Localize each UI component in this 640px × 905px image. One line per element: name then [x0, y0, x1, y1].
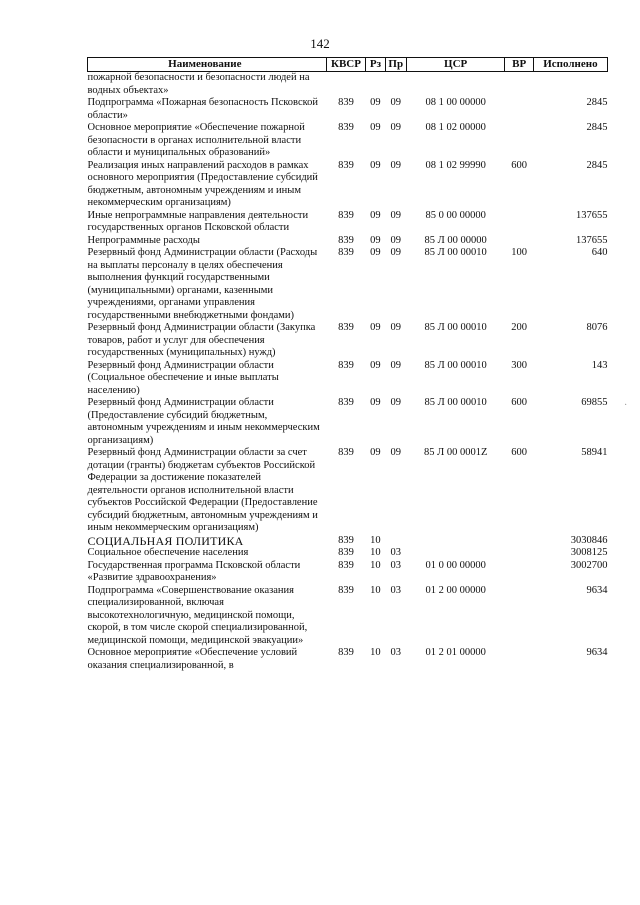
- cell-rz: 10: [370, 547, 381, 558]
- table-row: [88, 210, 608, 235]
- cell-rz: 10: [370, 647, 381, 658]
- cell-sum: [533, 72, 607, 98]
- cell-kvsr: 839: [338, 359, 354, 371]
- budget-table: [87, 57, 608, 672]
- table-body: [88, 72, 608, 673]
- cell-pr: [385, 72, 406, 98]
- table-row: [88, 397, 608, 447]
- cell-csr: 85 Л 00 00010: [424, 397, 487, 408]
- cell-rz: 09: [370, 322, 381, 333]
- cell-vr: 600: [511, 397, 528, 408]
- cell-vr: 600: [511, 447, 528, 458]
- cell-sum: 3008125: [570, 547, 608, 558]
- cell-kvsr: 839: [338, 447, 354, 458]
- cell-csr: 01 0 00 00000: [425, 559, 486, 571]
- cell-vr: 300: [511, 359, 528, 371]
- cell-sum: 3002700: [570, 559, 608, 571]
- cell-csr: [406, 72, 505, 98]
- cell-csr: 08 1 02 00000: [425, 122, 486, 133]
- cell-name: Резервный фонд Администрации области (Закупка товаров, работ и услуг для обеспечения государственных (муниципальных) нужд): [87, 322, 316, 358]
- table-row: [88, 360, 608, 398]
- cell-pr: 09: [390, 159, 401, 171]
- cell-name: Реализация иных направлений расходов в рамках основного мероприятия (Предоставление субсидий бюджетным, автономным учреждениям и иным некоммерческим организациям): [87, 159, 318, 208]
- header-pr: Пр: [385, 58, 406, 72]
- cell-name: Социальное обеспечение населения: [87, 547, 249, 558]
- cell-csr: 85 Л 00 00010: [424, 247, 487, 258]
- cell-pr: 09: [390, 359, 401, 371]
- cell-vr: [505, 235, 533, 248]
- cell-kvsr: 839: [338, 647, 354, 658]
- cell-csr: 01 2 00 00000: [425, 584, 486, 596]
- cell-vr: [505, 535, 533, 548]
- cell-rz: 09: [370, 234, 381, 246]
- cell-vr: [505, 547, 533, 560]
- cell-name: Резервный фонд Администрации области (Социальное обеспечение и иные выплаты населению): [87, 359, 279, 396]
- cell-sum: 137655: [576, 209, 608, 221]
- table-row: [88, 72, 608, 98]
- cell-pr: 09: [390, 97, 401, 108]
- cell-kvsr: 839: [338, 209, 354, 221]
- cell-pr: 09: [390, 209, 401, 221]
- cell-csr: 01 2 01 00000: [425, 647, 486, 658]
- cell-vr: 600: [511, 159, 528, 171]
- cell-vr: [505, 585, 533, 648]
- cell-csr: 85 Л 00 00000: [424, 234, 487, 246]
- cell-name: Непрограммные расходы: [87, 234, 200, 246]
- cell-rz: 09: [370, 97, 381, 108]
- cell-name: Подпрограмма «Совершенствование оказания специализированной, включая высокотехнологичную, медицинской помощи, скорой, в том числе скорой специализированной, медицинской помощи, медицинской эвакуации»: [87, 584, 308, 646]
- cell-rz: 09: [370, 247, 381, 258]
- cell-sum: 2845: [586, 159, 608, 171]
- cell-pr: 09: [390, 122, 401, 133]
- table-row: [88, 160, 608, 210]
- cell-pr: 09: [390, 322, 401, 333]
- cell-name: Государственная программа Псковской области «Развитие здравоохранения»: [87, 559, 301, 583]
- cell-rz: 09: [370, 159, 381, 171]
- table-row: [88, 322, 608, 360]
- cell-pr: [385, 535, 406, 548]
- cell-name: Резервный фонд Администрации области за счет дотации (гранты) бюджетам субъектов Российской Федерации за достижение показателей деятельности органов исполнительной власти субъектов Российской Федерации (Предоставление субсидий бюджетным, автономным учреждениям и иным некоммерческим организациям): [87, 447, 318, 533]
- cell-sum: 9634: [586, 647, 608, 658]
- cell-rz: 09: [370, 209, 381, 221]
- table-row: [88, 647, 608, 672]
- cell-csr: 85 Л 00 00010: [424, 359, 487, 371]
- cell-name: Подпрограмма «Пожарная безопасность Псковской области»: [87, 97, 319, 121]
- cell-kvsr: 839: [338, 559, 354, 571]
- header-sum: Исполнено: [533, 58, 607, 72]
- table-row: [88, 235, 608, 248]
- cell-rz: 10: [370, 584, 381, 596]
- table-row: [88, 535, 608, 548]
- cell-name: Иные непрограммные направления деятельности государственных органов Псковской области: [87, 209, 309, 233]
- cell-csr: 85 Л 00 0001Z: [423, 447, 488, 458]
- cell-pr: 09: [390, 234, 401, 246]
- cell-kvsr: 839: [338, 534, 354, 546]
- cell-kvsr: 839: [338, 122, 354, 133]
- cell-pr: 03: [390, 547, 401, 558]
- cell-csr: [406, 535, 505, 548]
- cell-rz: 10: [370, 559, 381, 571]
- cell-sum: 8076: [586, 322, 608, 333]
- cell-pr: 09: [390, 247, 401, 258]
- cell-rz: 10: [370, 534, 381, 546]
- cell-csr: 85 0 00 00000: [425, 209, 486, 221]
- cell-pr: 03: [390, 559, 401, 571]
- cell-kvsr: 839: [338, 97, 354, 108]
- cell-csr: [406, 547, 505, 560]
- cell-rz: 09: [370, 122, 381, 133]
- cell-pr: 09: [390, 447, 401, 458]
- table-row: [88, 447, 608, 535]
- cell-name: Основное мероприятие «Обеспечение пожарной безопасности в органах исполнительной власти области и муниципальных образований»: [87, 122, 305, 158]
- cell-name: СОЦИАЛЬНАЯ ПОЛИТИКА: [87, 533, 244, 548]
- cell-sum: 9634: [586, 584, 608, 596]
- cell-vr: [505, 72, 533, 98]
- cell-sum: 2845: [586, 97, 608, 108]
- cell-csr: 08 1 02 99990: [425, 159, 486, 171]
- header-name: Наименование: [88, 58, 327, 72]
- cell-csr: 08 1 00 00000: [425, 97, 486, 108]
- cell-vr: [505, 97, 533, 122]
- cell-rz: 09: [370, 447, 381, 458]
- cell-kvsr: 839: [338, 159, 354, 171]
- cell-sum: 2845: [586, 122, 608, 133]
- page-number: 142: [310, 36, 330, 51]
- cell-sum: 137655: [576, 234, 608, 246]
- cell-vr: [505, 122, 533, 160]
- table-row: [88, 247, 608, 322]
- cell-vr: [505, 210, 533, 235]
- cell-pr: 09: [390, 397, 401, 408]
- cell-kvsr: 839: [338, 547, 354, 558]
- cell-kvsr: 839: [338, 322, 354, 333]
- cell-vr: 100: [511, 247, 528, 258]
- cell-rz: [366, 72, 385, 98]
- cell-kvsr: 839: [338, 397, 354, 408]
- cell-pr: 03: [390, 584, 401, 596]
- cell-vr: [505, 560, 533, 585]
- cell-sum: 143: [591, 359, 608, 371]
- cell-kvsr: 839: [338, 584, 354, 596]
- cell-name: пожарной безопасности и безопасности людей на водных объектах»: [87, 72, 310, 96]
- header-csr: ЦСР: [406, 58, 505, 72]
- margin-mark: ·: [624, 400, 628, 411]
- cell-rz: 09: [370, 359, 381, 371]
- cell-pr: 03: [390, 647, 401, 658]
- cell-name: Основное мероприятие «Обеспечение условий оказания специализированной, в: [87, 647, 298, 671]
- cell-sum: 640: [591, 247, 608, 258]
- table-header-row: [88, 58, 608, 72]
- table-row: [88, 122, 608, 160]
- table-row: [88, 547, 608, 560]
- cell-sum: 58941: [581, 447, 608, 458]
- cell-kvsr: [326, 72, 366, 98]
- table-row: [88, 585, 608, 648]
- cell-rz: 09: [370, 397, 381, 408]
- cell-sum: 69855: [581, 397, 608, 408]
- header-rz: Рз: [366, 58, 385, 72]
- cell-vr: 200: [511, 322, 528, 333]
- cell-vr: [505, 647, 533, 672]
- cell-kvsr: 839: [338, 247, 354, 258]
- cell-kvsr: 839: [338, 234, 354, 246]
- table-row: [88, 97, 608, 122]
- cell-sum: 3030846: [570, 534, 608, 546]
- cell-csr: 85 Л 00 00010: [424, 322, 487, 333]
- header-vr: ВР: [505, 58, 533, 72]
- header-kvsr: КВСР: [326, 58, 366, 72]
- cell-name: Резервный фонд Администрации области (Предоставление субсидий бюджетным, автономным учреждениям и иным некоммерческим организациям): [87, 397, 320, 446]
- table-row: [88, 560, 608, 585]
- cell-name: Резервный фонд Администрации области (Расходы на выплаты персоналу в целях обеспечения выполнения функций государственными (муниципальными) органами, казенными учреждениями, органами управления государственными внебюджетными фондами): [87, 247, 318, 321]
